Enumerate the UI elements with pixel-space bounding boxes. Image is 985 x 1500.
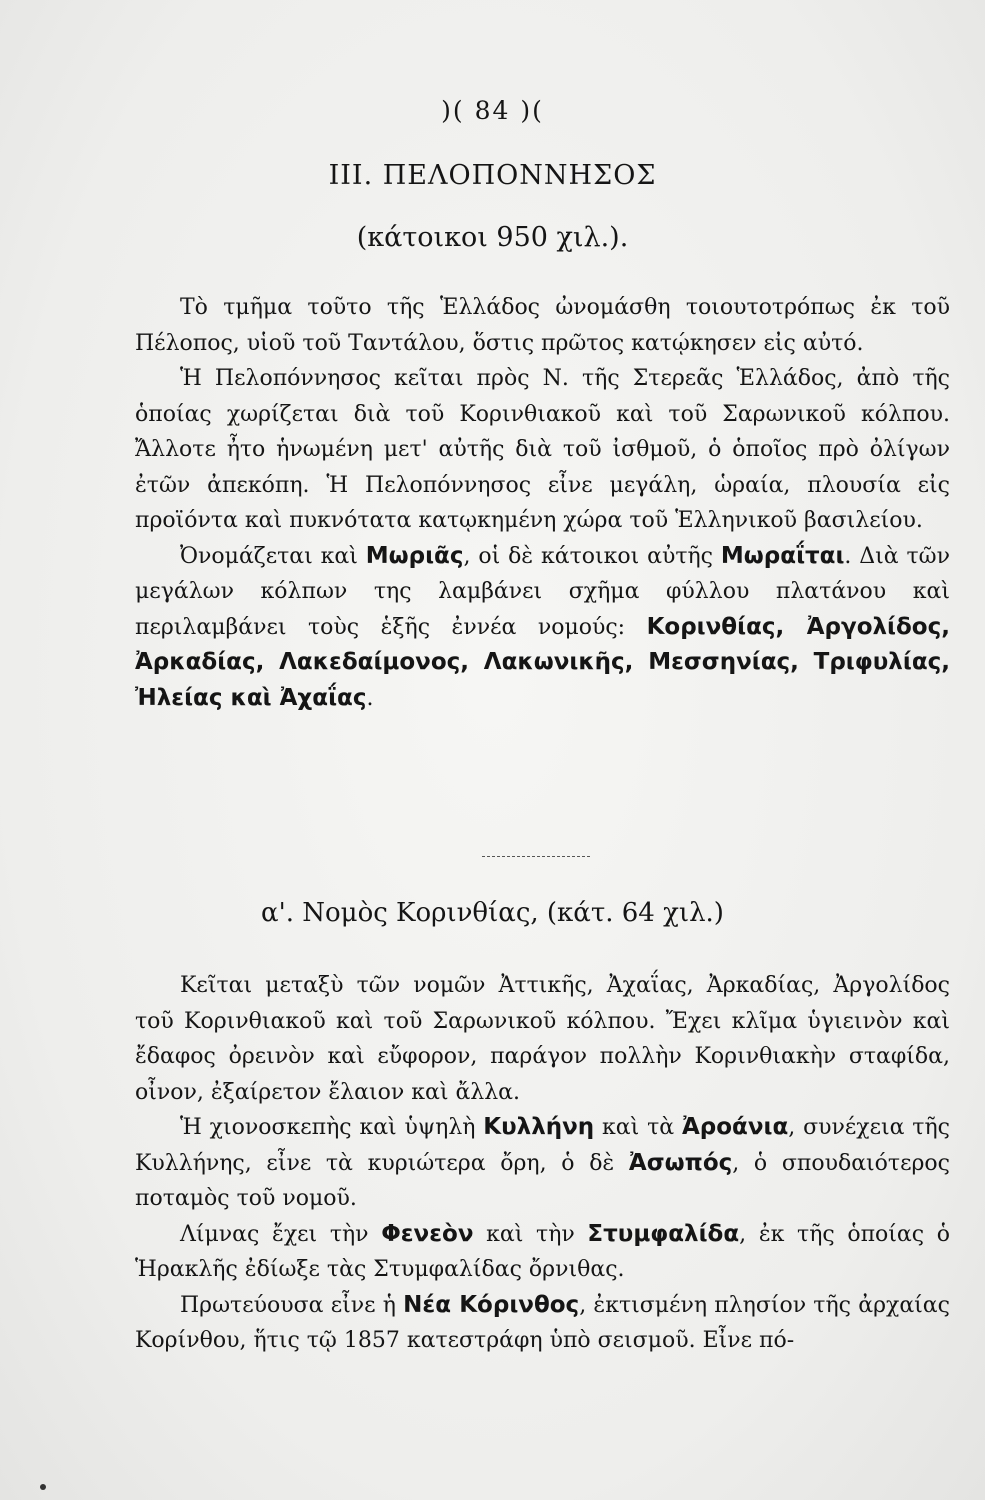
section-title: III. ΠΕΛΟΠΟΝΝΗΣΟΣ <box>328 160 657 191</box>
corinth-paragraph-1: Κεῖται μεταξὺ τῶν νομῶν Ἀττικῆς, Ἀχαΐας, Ἀρκαδίας, Ἀργολίδος τοῦ Κορινθιακοῦ καὶ τοῦ Σαρωνικοῦ κόλπου. Ἔχει κλῖμα ὑγιεινὸν καὶ ἔδαφος ὀρεινὸν καὶ εὔφορον, παράγον πολλὴν Κορινθιακὴν σταφίδα, οἶνον, ἐξαίρετον ἔλαιον καὶ ἄλλα. <box>135 973 950 1105</box>
bold-term-nea-korinthos: Νέα Κόρινθος <box>403 1291 580 1318</box>
section-divider <box>482 856 590 861</box>
bold-term-aroania: Ἀροάνια <box>681 1114 789 1140</box>
bold-term-kyllini: Κυλλήνη <box>483 1114 595 1140</box>
corinth-paragraph-3 <box>135 1217 950 1288</box>
bold-term-feneos: Φενεὸν <box>381 1220 474 1247</box>
text-run: Ὀνομάζεται καὶ <box>180 543 366 569</box>
intro-paragraph-3 <box>135 539 950 717</box>
text-run: , οἱ δὲ κάτοικοι αὐτῆς <box>463 543 721 569</box>
page-speck <box>40 1484 46 1490</box>
subsection-heading: α'. Νομὸς Κορινθίας, (κάτ. 64 χιλ.) <box>261 898 724 928</box>
text-run: , ἐκτισμένη πλησίον τῆς ἀρχαίας Κορίνθου, ἥτις τῷ 1857 κατεστράφη ὑπὸ σεισμοῦ. Εἶνε πό- <box>135 1292 950 1353</box>
text-run: , συνέχεια τῆς Κυλλήνης, εἶνε τὰ κυριώτερα ὄρη, ὁ δὲ <box>135 1115 950 1176</box>
section-subtitle: (κάτοικοι 950 χιλ.). <box>356 222 629 253</box>
text-run: καὶ τὴν <box>473 1221 588 1247</box>
text-run: . Διὰ τῶν μεγάλων κόλπων της λαμβάνει σχῆμα φύλλου πλατάνου καὶ περιλαμβάνει τοὺς ἑξῆς ἐννέα νομούς: <box>135 543 950 640</box>
text-run: Ἡ χιονοσκεπὴς καὶ ὑψηλὴ <box>180 1115 484 1140</box>
text-run: , ἐκ τῆς ὁποίας ὁ Ἡρακλῆς ἐδίωξε τὰς Στυμφαλίδας ὄρνιθας. <box>135 1221 950 1282</box>
text-run: Λίμνας ἔχει τὴν <box>180 1221 382 1247</box>
text-run: Πρωτεύουσα εἶνε ἡ <box>180 1292 404 1318</box>
bold-nomes-list: Κορινθίας, Ἀργολίδος, Ἀρκαδίας, Λακεδαίμονος, Λακωνικῆς, Μεσσηνίας, Τριφυλίας, Ἠλείας καὶ Ἀχαΐας <box>135 613 950 711</box>
intro-text <box>135 290 950 716</box>
corinth-text <box>135 968 950 1359</box>
bold-term-morias: Μωριᾶς <box>365 542 464 569</box>
text-run: , ὁ σπουδαιότερος ποταμὸς τοῦ νομοῦ. <box>135 1150 950 1211</box>
text-run: . <box>366 685 374 711</box>
corinth-paragraph-4 <box>135 1288 950 1359</box>
page-number: )( 84 )( <box>441 96 544 125</box>
intro-paragraph-1: Τὸ τμῆμα τοῦτο τῆς Ἑλλάδος ὠνομάσθη τοιουτοτρόπως ἐκ τοῦ Πέλοπος, υἱοῦ τοῦ Ταντάλου, ὅστις πρῶτος κατῴκησεν εἰς αὐτό. <box>135 295 950 356</box>
bold-term-stymfalida: Στυμφαλίδα <box>587 1220 740 1247</box>
bold-term-moraitai: Μωραΐται <box>720 542 845 569</box>
bold-term-asopos: Ἀσωπός <box>628 1149 733 1176</box>
intro-paragraph-2: Ἡ Πελοπόννησος κεῖται πρὸς Ν. τῆς Στερεᾶς Ἑλλάδος, ἀπὸ τῆς ὁποίας χωρίζεται διὰ τοῦ Κορινθιακοῦ καὶ τοῦ Σαρωνικοῦ κόλπου. Ἄλλοτε ἦτο ἡνωμένη μετ' αὐτῆς διὰ τοῦ ἰσθμοῦ, ὁ ὁποῖος πρὸ ὀλίγων ἐτῶν ἀπεκόπη. Ἡ Πελοπόννησος εἶνε μεγάλη, ὡραία, πλουσία εἰς προϊόντα καὶ πυκνότατα κατῳκημένη χώρα τοῦ Ἑλληνικοῦ βασιλείου. <box>135 366 950 533</box>
text-run: καὶ τὰ <box>594 1115 682 1140</box>
corinth-paragraph-2 <box>135 1110 950 1217</box>
